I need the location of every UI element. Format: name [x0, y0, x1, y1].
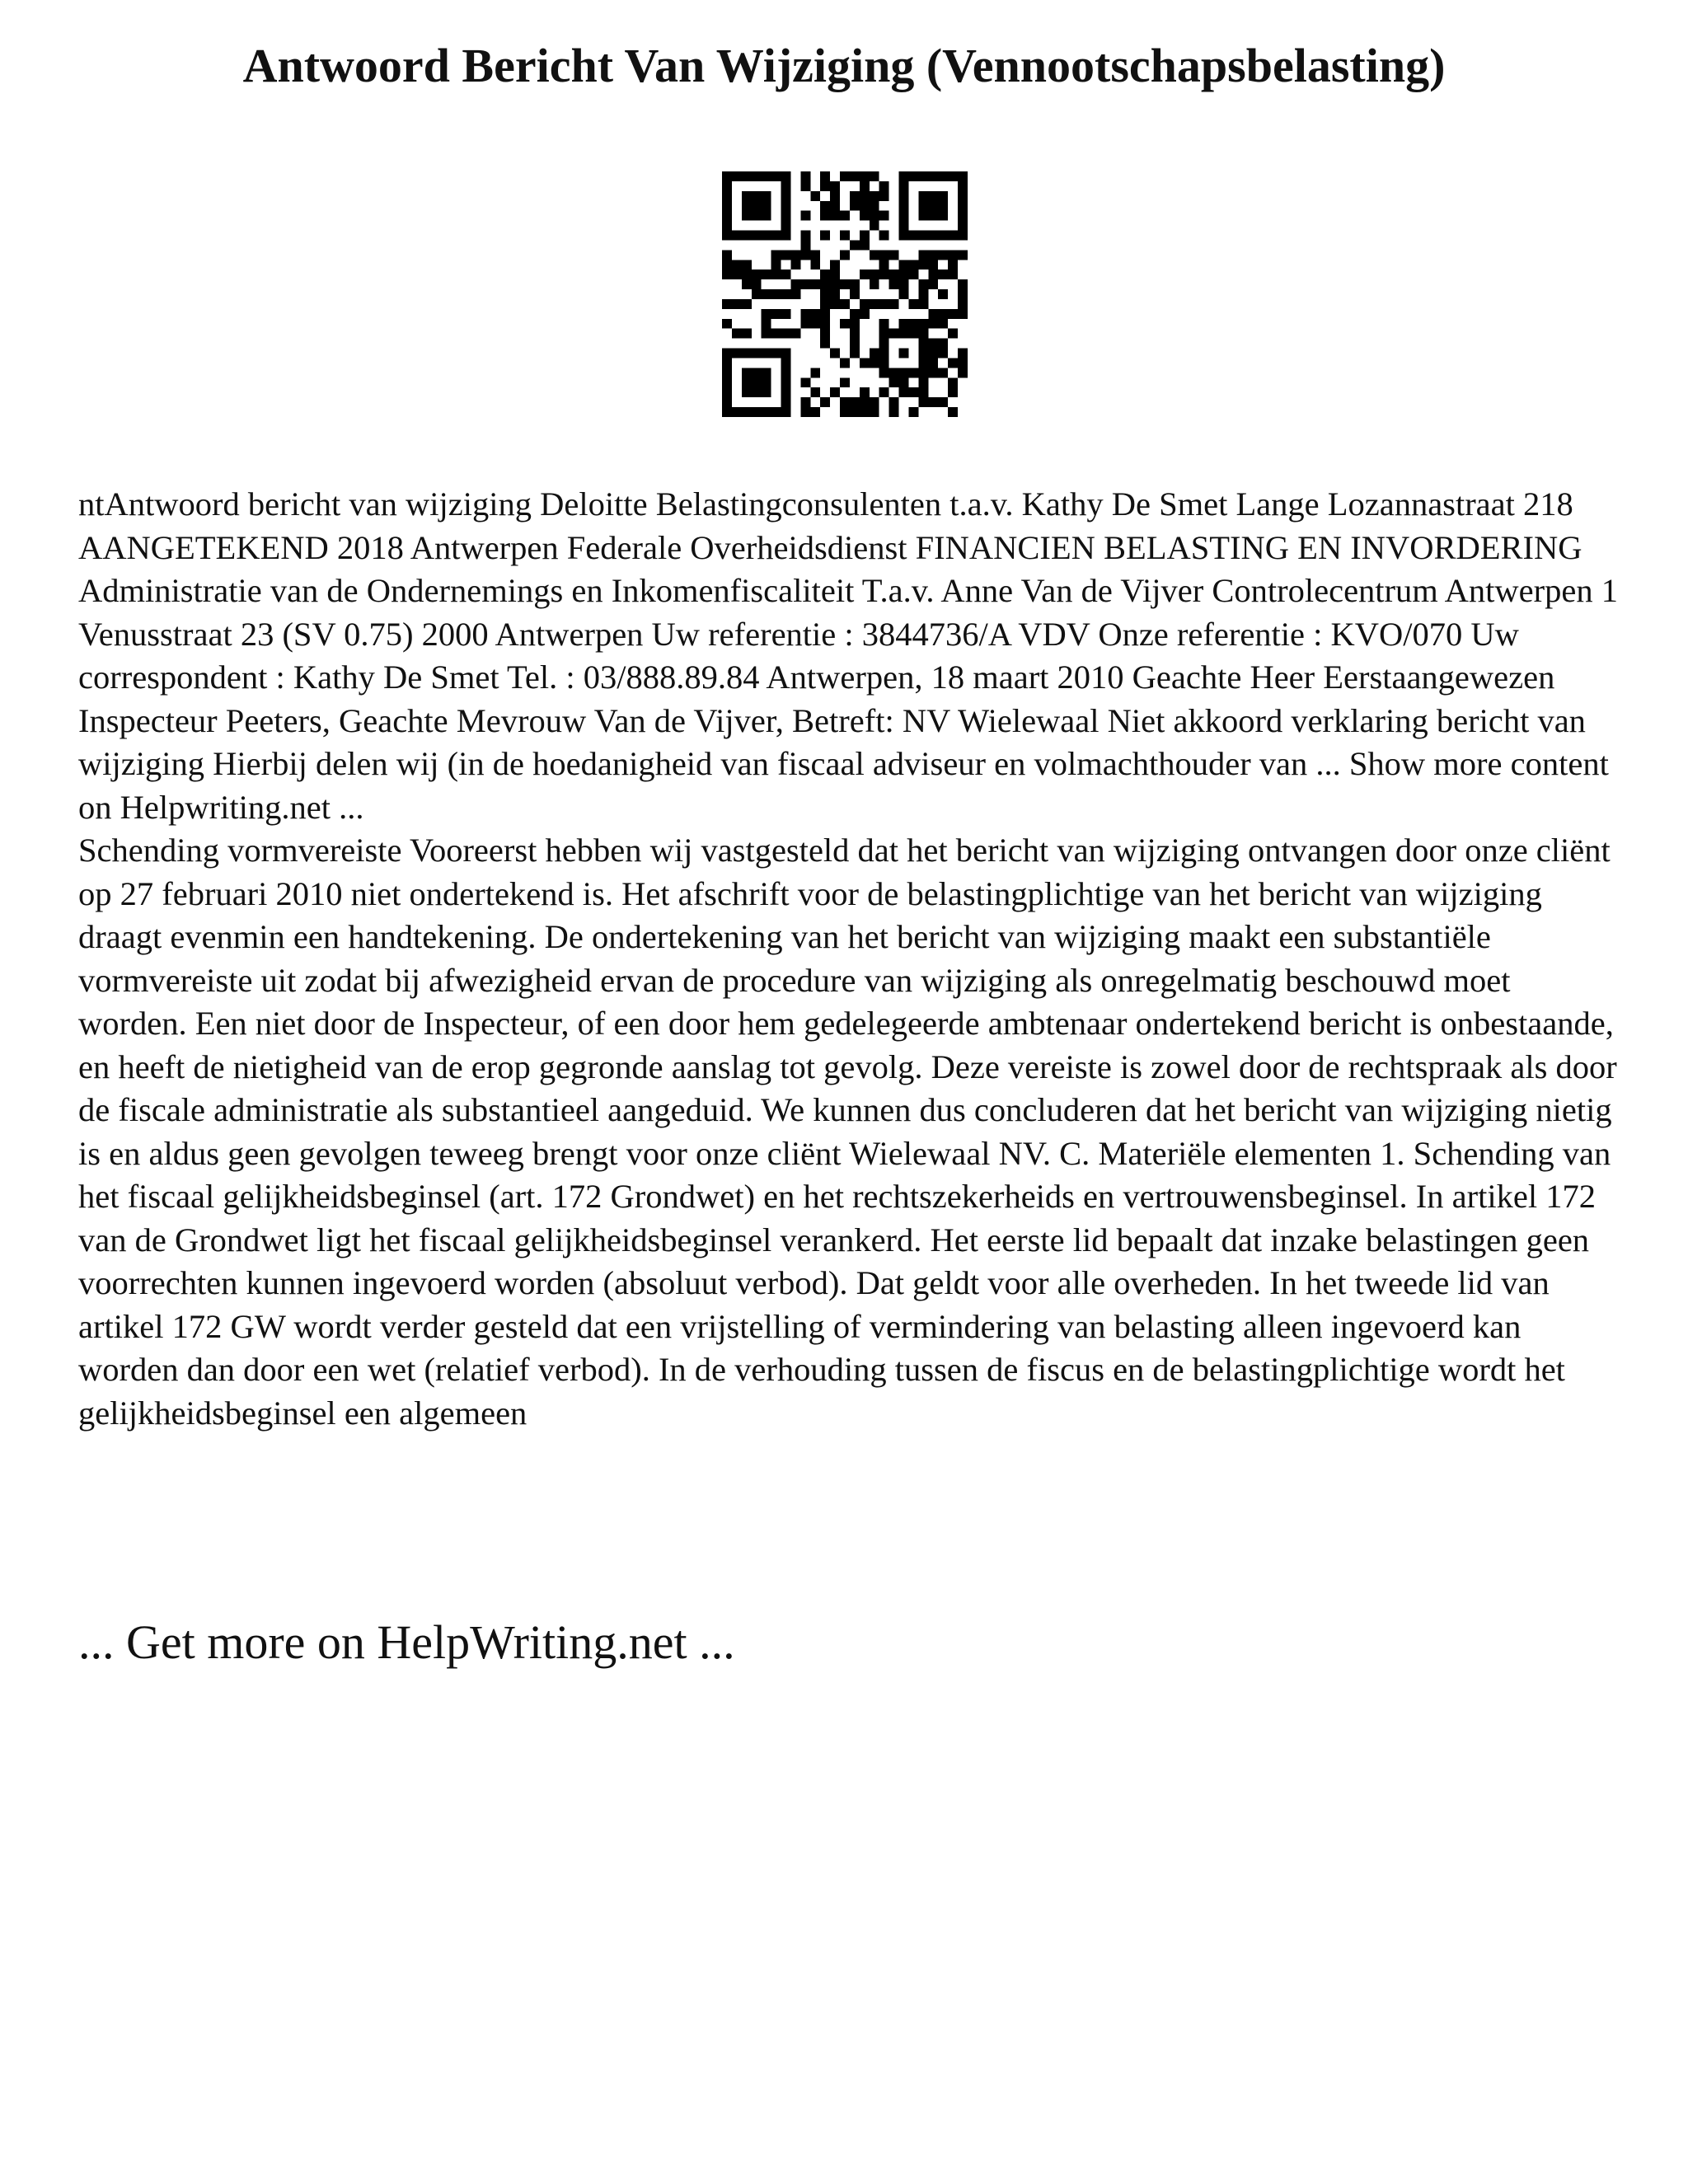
paragraph-main: Schending vormvereiste Vooreerst hebben wij vastgesteld dat het bericht van wijziging ontvangen door onze cliënt op 27 februari 2010 niet ondertekend is. Het afschrift voor de belastingplichtige van het bericht van wijziging draagt evenmin een handtekening. De ondertekening van het bericht van wijziging maakt een substantiële vormvereiste uit zodat bij afwezigheid ervan de procedure van wijziging als onregelmatig beschouwd moet worden. Een niet door de Inspecteur, of een door hem gedelegeerde ambtenaar ondertekend bericht is onbestaande, en heeft de nietigheid van de erop gegronde aanslag tot gevolg. Deze vereiste is zowel door de rechtspraak als door de fiscale administratie als substantieel aangeduid. We kunnen dus concluderen dat het bericht van wijziging nietig is en aldus geen gevolgen teweeg brengt voor onze cliënt Wielewaal NV. C. Materiële elementen 1. Schending van het fiscaal gelijkheidsbeginsel (art. 172 Grondwet) en het rechtszekerheids en vertrouwensbeginsel. In artikel 172 van de Grondwet ligt het fiscaal gelijkheidsbeginsel verankerd. Het eerste lid bepaalt dat inzake belastingen geen voorrechten kunnen ingevoerd worden (absoluut verbod). Dat geldt voor alle overheden. In het tweede lid van artikel 172 GW wordt verder gesteld dat een vrijstelling of vermindering van belasting alleen ingevoerd kan worden dan door een wet (relatief verbod). In de verhouding tussen de fiscus en de belastingplichtige wordt het gelijkheidsbeginsel een algemeen	[78, 832, 1617, 1432]
paragraph-intro: ntAntwoord bericht van wijziging Deloitte Belastingconsulenten t.a.v. Kathy De Smet Lange Lozannastraat 218 AANGETEKEND 2018 Antwerpen Federale Overheidsdienst FINANCIEN BELASTING EN INVORDERING Administratie van de Ondernemings en Inkomenfiscaliteit T.a.v. Anne Van de Vijver Controlecentrum Antwerpen 1 Venusstraat 23 (SV 0.75) 2000 Antwerpen Uw referentie : 3844736/A VDV Onze referentie : KVO/070 Uw correspondent : Kathy De Smet Tel. : 03/888.89.84 Antwerpen, 18 maart 2010 Geachte Heer Eerstaangewezen Inspecteur Peeters, Geachte Mevrouw Van de Vijver, Betreft: NV Wielewaal Niet akkoord verklaring bericht van wijziging Hierbij delen wij (in de hoedanigheid van fiscaal adviseur en volmachthouder van ... Show more content on Helpwriting.net ...	[78, 485, 1618, 826]
page-title: Antwoord Bericht Van Wijziging (Vennootschapsbelasting)	[242, 39, 1446, 92]
qr-code-icon	[722, 171, 968, 417]
get-more-link[interactable]: ... Get more on HelpWriting.net ...	[78, 1615, 735, 1669]
document-body	[78, 483, 1620, 1435]
qr-code-graphic	[722, 171, 968, 417]
